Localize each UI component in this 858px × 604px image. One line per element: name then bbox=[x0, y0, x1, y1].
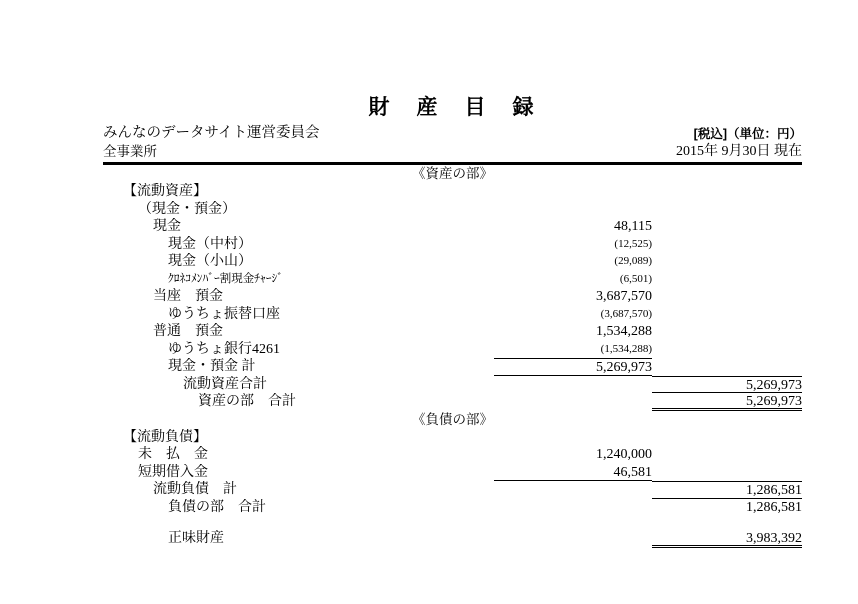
header-org-line bbox=[103, 124, 802, 143]
amount-outer-column bbox=[652, 236, 802, 254]
amount-outer-column bbox=[652, 201, 802, 219]
report-row bbox=[103, 253, 802, 271]
amount-outer-column bbox=[652, 429, 802, 447]
amount-outer-column: 5,269,973 bbox=[652, 393, 802, 411]
amount-inner-column bbox=[494, 376, 652, 394]
report-row bbox=[103, 236, 802, 254]
amount-inner-column bbox=[494, 481, 652, 499]
report-row bbox=[103, 183, 802, 201]
header-office-line bbox=[103, 143, 802, 165]
amount-outer-column bbox=[652, 446, 802, 464]
account-label: （現金・預金） bbox=[138, 201, 236, 217]
account-label: 現金（中村） bbox=[168, 236, 252, 252]
amount-inner-column bbox=[494, 201, 652, 219]
amount-outer-column bbox=[652, 323, 802, 341]
amount-inner-column bbox=[494, 183, 652, 201]
account-label: 資産の部 合計 bbox=[198, 394, 296, 409]
account-label: 現金（小山） bbox=[168, 254, 252, 269]
report-row bbox=[103, 306, 802, 324]
amount-outer-column bbox=[652, 253, 802, 271]
amount-outer-column bbox=[652, 306, 802, 324]
amount-outer-column: 1,286,581 bbox=[652, 481, 802, 499]
organization-name: みんなのデータサイト運営委員会 bbox=[103, 125, 320, 141]
report-row bbox=[103, 393, 802, 411]
amount-inner-column: 1,240,000 bbox=[596, 447, 652, 462]
account-label: 普通 預金 bbox=[153, 324, 223, 339]
amount-inner-column: (1,534,288) bbox=[600, 342, 652, 355]
amount-inner-column: (12,525) bbox=[614, 237, 652, 250]
account-label: 【流動資産】 bbox=[123, 184, 207, 199]
section-heading: 《負債の部》 bbox=[412, 411, 493, 427]
net-assets-block bbox=[103, 530, 802, 548]
account-label: 未 払 金 bbox=[138, 447, 208, 462]
account-label: ゆうちょ銀行4261 bbox=[168, 341, 280, 357]
amount-outer-column bbox=[652, 341, 802, 359]
report-row bbox=[103, 376, 802, 394]
amount-outer-column bbox=[652, 183, 802, 201]
section-heading: 《資産の部》 bbox=[412, 166, 493, 181]
report-row bbox=[103, 341, 802, 359]
amount-inner-column bbox=[494, 530, 652, 548]
amount-outer-column bbox=[652, 464, 802, 482]
account-label: 現金・預金 計 bbox=[168, 359, 256, 374]
report-row bbox=[103, 429, 802, 447]
report-row bbox=[103, 323, 802, 341]
amount-outer-column bbox=[652, 218, 802, 236]
amount-inner-column bbox=[494, 393, 652, 411]
account-label: 流動負債 計 bbox=[153, 482, 237, 497]
report-row bbox=[103, 446, 802, 464]
amount-outer-column: 1,286,581 bbox=[746, 499, 802, 515]
office-name: 全事業所 bbox=[103, 144, 157, 159]
amount-outer-column: 5,269,973 bbox=[652, 376, 802, 394]
amount-outer-column bbox=[652, 358, 802, 376]
report-date: 2015年 9月30日 現在 bbox=[676, 144, 802, 159]
amount-inner-column: 3,687,570 bbox=[596, 289, 652, 304]
amount-inner-column: (29,089) bbox=[614, 255, 652, 267]
report-row bbox=[103, 201, 802, 219]
account-label: ｸﾛﾈｺﾒﾝﾊﾞｰ割現金ﾁｬｰｼﾞ bbox=[168, 272, 283, 285]
tax-unit-label: [税込]（単位：円） bbox=[693, 127, 802, 141]
amount-inner-column bbox=[494, 429, 652, 447]
account-label: 【流動負債】 bbox=[123, 429, 207, 445]
amount-inner-column: 1,534,288 bbox=[596, 324, 652, 339]
amount-outer-column: 3,983,392 bbox=[652, 530, 802, 548]
amount-inner-column: 5,269,973 bbox=[494, 358, 652, 376]
amount-inner-column: (6,501) bbox=[619, 272, 652, 285]
amount-outer-column bbox=[652, 288, 802, 306]
report-row bbox=[103, 288, 802, 306]
report-row bbox=[103, 358, 802, 376]
account-label: 現金 bbox=[153, 219, 181, 234]
account-label: 短期借入金 bbox=[138, 464, 208, 480]
document-title: 財 産 目 録 bbox=[368, 96, 537, 119]
report-row bbox=[103, 481, 802, 499]
account-label: 正味財産 bbox=[168, 531, 224, 546]
account-label: 流動資産合計 bbox=[183, 376, 267, 392]
amount-inner-column: 48,115 bbox=[614, 219, 652, 234]
report-row bbox=[103, 530, 802, 548]
report-sections bbox=[103, 165, 802, 516]
report-row bbox=[103, 271, 802, 289]
account-label: 当座 預金 bbox=[153, 289, 223, 304]
amount-inner-column: 46,581 bbox=[494, 464, 652, 482]
account-label: ゆうちょ振替口座 bbox=[168, 306, 280, 322]
report-row bbox=[103, 218, 802, 236]
amount-outer-column bbox=[652, 271, 802, 289]
report-content bbox=[103, 95, 802, 548]
amount-inner-column: (3,687,570) bbox=[600, 307, 652, 320]
report-row bbox=[103, 499, 802, 517]
amount-inner-column bbox=[494, 499, 652, 517]
account-label: 負債の部 合計 bbox=[168, 499, 266, 515]
report-row bbox=[103, 464, 802, 482]
